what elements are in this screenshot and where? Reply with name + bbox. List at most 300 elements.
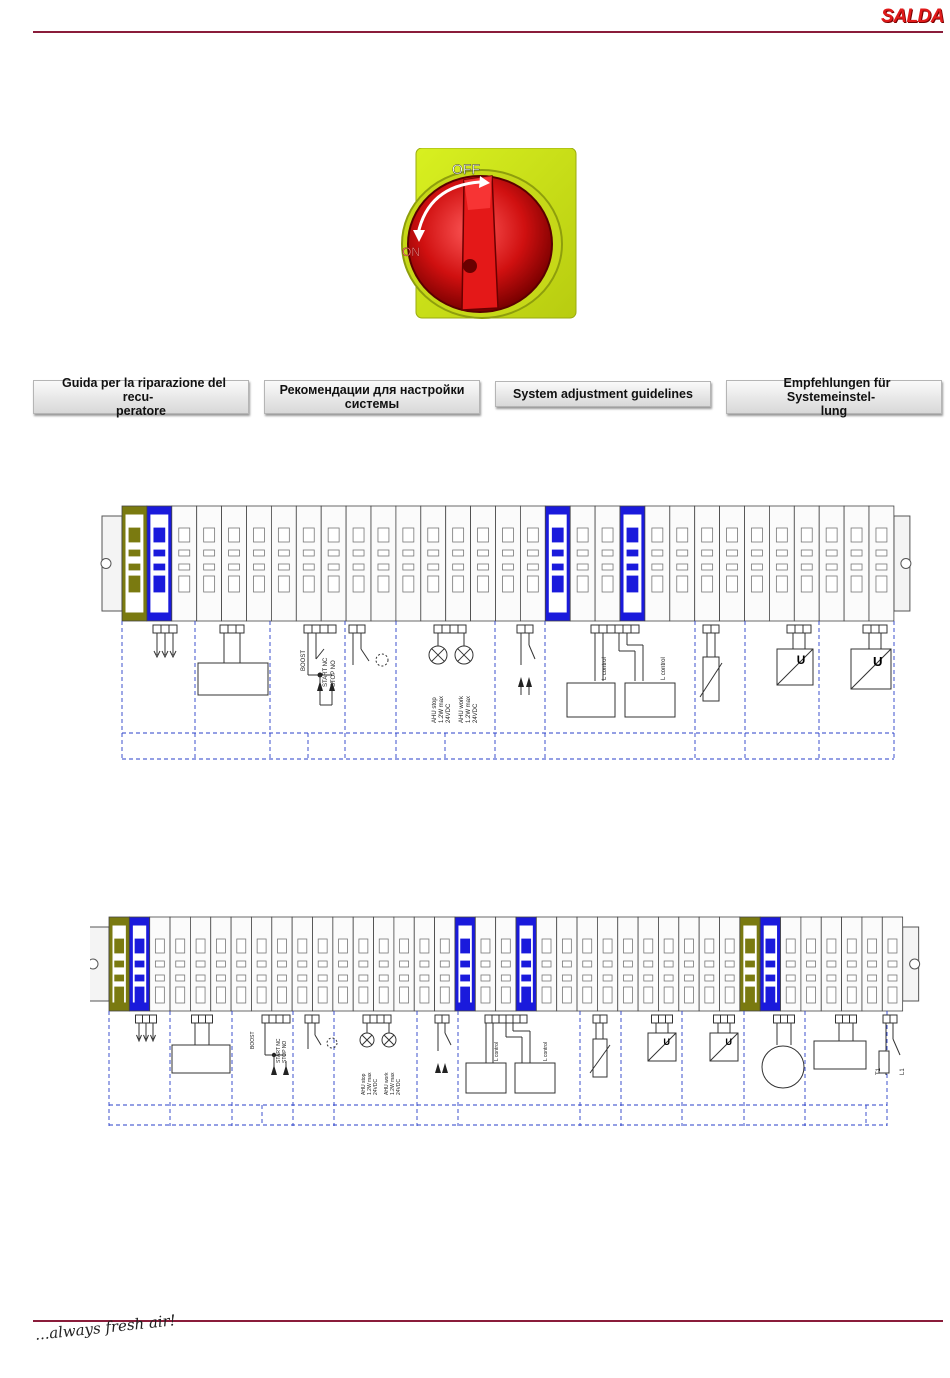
terminal-slot [827, 975, 836, 981]
terminal-block [769, 506, 794, 621]
terminal-slot [379, 939, 388, 953]
terminal-slot [277, 961, 286, 967]
terminal-slot [583, 961, 592, 967]
control-label-1: L control [494, 1042, 500, 1061]
connector-pin [269, 1015, 276, 1023]
connector-pin [377, 1015, 384, 1023]
temperature-sensor-icon [703, 657, 719, 701]
connector-pin [714, 1015, 721, 1023]
terminal-slot [807, 987, 816, 1003]
terminal-slot [478, 564, 489, 570]
terminal-slot [277, 987, 286, 1003]
terminal-slot [428, 576, 439, 592]
terminal-slot [453, 564, 464, 570]
terminal-slot [603, 961, 612, 967]
terminal-slot [522, 975, 531, 981]
terminal-slot [176, 975, 185, 981]
terminal-block [471, 506, 496, 621]
actuator-box-1 [466, 1063, 506, 1093]
connector-pin [631, 625, 639, 633]
connector-pin [499, 1015, 506, 1023]
connector-pin [795, 625, 803, 633]
arrow-up-icon [526, 677, 532, 687]
terminal-slot [801, 550, 812, 556]
terminal-slot [542, 939, 551, 953]
connector-pin [711, 625, 719, 633]
connector-pin [871, 625, 879, 633]
terminal-slot [155, 939, 164, 953]
terminal-slot [328, 550, 339, 556]
terminal-slot [253, 576, 264, 592]
connector-pin [600, 1015, 607, 1023]
terminal-slot [481, 975, 490, 981]
connector-pin [492, 1015, 499, 1023]
terminal-slot [253, 550, 264, 556]
terminal-slot [847, 987, 856, 1003]
tab-russian[interactable] [264, 380, 480, 414]
actuator-box-2 [515, 1063, 555, 1093]
terminal-block [844, 506, 869, 621]
stop-no-label: STOP NO [282, 1040, 288, 1063]
terminal-slot [583, 987, 592, 1003]
terminal-slot [705, 975, 714, 981]
terminal-slot [115, 987, 124, 1003]
connector-pin [666, 1015, 673, 1023]
terminal-slot [481, 987, 490, 1003]
terminal-slot [577, 564, 588, 570]
terminal-slot [702, 550, 713, 556]
connector-pin [728, 1015, 735, 1023]
terminal-slot [522, 987, 531, 1003]
terminal-slot [440, 975, 449, 981]
terminal-slot [257, 987, 266, 1003]
terminal-slot [440, 961, 449, 967]
terminal-slot [827, 939, 836, 953]
terminal-slot [216, 939, 225, 953]
terminal-slot [562, 987, 571, 1003]
terminal-slot [577, 576, 588, 592]
terminal-slot [403, 576, 414, 592]
connector-pin [161, 625, 169, 633]
terminal-slot [328, 564, 339, 570]
terminal-slot [328, 528, 339, 542]
terminal-slot [627, 550, 638, 556]
motor-icon [762, 1046, 804, 1088]
terminal-slot [725, 961, 734, 967]
actuator-box-2 [625, 683, 675, 717]
lamp-stop-power: 1.2W max [367, 1072, 373, 1095]
terminal-slot [826, 528, 837, 542]
terminal-slot [237, 975, 246, 981]
terminal-slot [766, 939, 775, 953]
terminal-slot [420, 975, 429, 981]
terminal-slot [440, 939, 449, 953]
connector-pin [384, 1015, 391, 1023]
external-unit-box [172, 1045, 230, 1073]
terminal-block [670, 506, 695, 621]
terminal-slot [807, 939, 816, 953]
connector-pin [328, 625, 336, 633]
connector-pin [615, 625, 623, 633]
terminal-slot [644, 939, 653, 953]
terminal-slot [603, 987, 612, 1003]
terminal-slot [478, 576, 489, 592]
terminal-slot [303, 564, 314, 570]
terminal-slot [179, 564, 190, 570]
terminal-slot [627, 576, 638, 592]
terminal-slot [807, 975, 816, 981]
terminal-slot [702, 528, 713, 542]
terminal-slot [204, 550, 215, 556]
terminal-slot [353, 564, 364, 570]
terminal-slot [751, 564, 762, 570]
terminal-slot [522, 939, 531, 953]
connector-pin [312, 1015, 319, 1023]
terminal-slot [677, 550, 688, 556]
terminal-slot [851, 564, 862, 570]
terminal-slot [603, 975, 612, 981]
terminal-slot [298, 987, 307, 1003]
terminal-slot [403, 550, 414, 556]
terminal-slot [801, 576, 812, 592]
connector-pin [370, 1015, 377, 1023]
connector-pin [607, 625, 615, 633]
terminal-slot [135, 961, 144, 967]
terminal-slot [196, 987, 205, 1003]
terminal-slot [751, 550, 762, 556]
connector-pin [513, 1015, 520, 1023]
terminal-slot [400, 987, 409, 1003]
terminal-slot [627, 564, 638, 570]
terminal-slot [318, 975, 327, 981]
actuator-box-1 [567, 683, 615, 717]
terminal-slot [176, 987, 185, 1003]
terminal-slot [257, 939, 266, 953]
salda-logo: SALDA [881, 6, 944, 27]
terminal-slot [868, 975, 877, 981]
terminal-slot [359, 975, 368, 981]
terminal-slot [705, 987, 714, 1003]
terminal-slot [502, 528, 513, 542]
tab-german-line1: Empfehlungen für Systemeinstel- [783, 376, 891, 404]
terminal-slot [522, 961, 531, 967]
terminal-slot [420, 987, 429, 1003]
l1-label: L1 [900, 1068, 906, 1075]
terminal-slot [176, 961, 185, 967]
terminal-slot [801, 564, 812, 570]
terminal-slot [552, 528, 563, 542]
terminal-slot [501, 939, 510, 953]
terminal-slot [868, 961, 877, 967]
terminal-slot [359, 961, 368, 967]
terminal-slot [229, 564, 240, 570]
terminal-slot [420, 961, 429, 967]
converter-box-2-label: U [725, 1036, 733, 1047]
terminal-slot [229, 528, 240, 542]
clamp-screw-left [90, 959, 98, 969]
terminal-slot [428, 564, 439, 570]
connector-pin [506, 1015, 513, 1023]
terminal-slot [298, 961, 307, 967]
connector-pin [304, 625, 312, 633]
terminal-slot [379, 975, 388, 981]
terminal-slot [623, 987, 632, 1003]
tab-italian-line2: peratore [115, 404, 167, 418]
terminal-slot [155, 961, 164, 967]
terminal-slot [583, 975, 592, 981]
terminal-slot [129, 528, 140, 542]
connector-pin [659, 1015, 666, 1023]
terminal-slot [328, 576, 339, 592]
tab-english[interactable] [495, 381, 711, 407]
terminal-slot [847, 939, 856, 953]
terminal-slot [204, 564, 215, 570]
terminal-slot [502, 550, 513, 556]
terminal-slot [652, 528, 663, 542]
terminal-slot [428, 528, 439, 542]
terminal-slot [378, 528, 389, 542]
connector-pin [803, 625, 811, 633]
terminal-slot [677, 564, 688, 570]
connector-pin [520, 1015, 527, 1023]
terminal-slot [776, 564, 787, 570]
terminal-slot [542, 987, 551, 1003]
terminal-slot [318, 939, 327, 953]
header-rule [33, 31, 943, 33]
terminal-slot [583, 939, 592, 953]
tab-german[interactable] [726, 376, 942, 418]
terminal-slot [644, 987, 653, 1003]
connector-pin [435, 1015, 442, 1023]
heater-box [814, 1041, 866, 1069]
terminal-block [271, 506, 296, 621]
terminal-slot [727, 528, 738, 542]
terminal-slot [154, 528, 165, 542]
terminal-slot [453, 576, 464, 592]
connector-pin [363, 1015, 370, 1023]
connector-pin [206, 1015, 213, 1023]
tab-russian-line1: Рекомендации для настройки [279, 383, 465, 397]
terminal-slot [403, 528, 414, 542]
terminal-slot [378, 550, 389, 556]
terminal-slot [888, 939, 897, 953]
terminal-slot [502, 564, 513, 570]
connector-pin [357, 625, 365, 633]
terminal-slot [876, 528, 887, 542]
terminal-slot [602, 576, 613, 592]
start-nc-label: START NC [323, 657, 329, 687]
terminal-slot [727, 576, 738, 592]
footer-slogan: ...always fresh air! [34, 1311, 177, 1344]
temperature-sensor-icon [593, 1039, 607, 1077]
terminal-slot [664, 975, 673, 981]
control-label-2: L control [661, 657, 667, 680]
connector-pin [305, 1015, 312, 1023]
terminal-slot [623, 961, 632, 967]
converter-box-1-label: U [663, 1036, 671, 1047]
terminal-slot [154, 550, 165, 556]
terminal-slot [339, 987, 348, 1003]
terminal-slot [751, 528, 762, 542]
connector-pin [787, 625, 795, 633]
terminal-slot [253, 564, 264, 570]
terminal-block [869, 506, 894, 621]
lamp-stop-label: AHU stop [361, 1073, 367, 1095]
terminal-slot [826, 564, 837, 570]
terminal-slot [644, 961, 653, 967]
terminal-block [197, 506, 222, 621]
terminal-slot [664, 961, 673, 967]
terminal-slot [453, 550, 464, 556]
terminal-slot [684, 961, 693, 967]
terminal-slot [542, 961, 551, 967]
connector-pin [199, 1015, 206, 1023]
terminal-slot [847, 961, 856, 967]
terminal-slot [602, 564, 613, 570]
wiring-diagram-1 [95, 500, 915, 765]
terminal-slot [216, 975, 225, 981]
connector-pin [320, 625, 328, 633]
terminal-slot [786, 961, 795, 967]
arrow-up-icon [435, 1063, 441, 1073]
terminal-slot [129, 550, 140, 556]
terminal-slot [776, 576, 787, 592]
terminal-slot [378, 576, 389, 592]
terminal-block [222, 506, 247, 621]
terminal-slot [237, 939, 246, 953]
tab-italian-line1: Guida per la riparazione del recu- [62, 376, 226, 404]
terminal-slot [461, 961, 470, 967]
alarm-contact-icon [376, 654, 388, 666]
terminal-slot [115, 961, 124, 967]
terminal-slot [420, 939, 429, 953]
terminal-slot [359, 939, 368, 953]
arrow-up-icon [442, 1063, 448, 1073]
connector-pin [220, 625, 228, 633]
terminal-slot [298, 939, 307, 953]
terminal-slot [727, 550, 738, 556]
boost-label: BOOST [301, 649, 307, 671]
terminal-slot [135, 939, 144, 953]
terminal-block [595, 506, 620, 621]
terminal-slot [339, 961, 348, 967]
terminal-slot [552, 550, 563, 556]
terminal-slot [154, 576, 165, 592]
terminal-slot [135, 975, 144, 981]
terminal-slot [684, 975, 693, 981]
terminal-slot [229, 576, 240, 592]
terminal-slot [501, 987, 510, 1003]
terminal-slot [277, 975, 286, 981]
terminal-slot [725, 939, 734, 953]
start-nc-label: START NC [276, 1038, 282, 1063]
connector-pin [312, 625, 320, 633]
terminal-slot [746, 975, 755, 981]
clamp-screw-right [901, 559, 911, 569]
terminal-slot [216, 961, 225, 967]
terminal-slot [204, 528, 215, 542]
terminal-slot [461, 987, 470, 1003]
terminal-slot [652, 550, 663, 556]
terminal-slot [400, 975, 409, 981]
converter-box-1-label: U [796, 653, 806, 668]
terminal-slot [552, 576, 563, 592]
terminal-slot [461, 939, 470, 953]
terminal-slot [378, 564, 389, 570]
terminal-slot [115, 939, 124, 953]
lamp-work-voltage: 24VDC [473, 703, 479, 723]
terminal-slot [403, 564, 414, 570]
terminal-slot [826, 576, 837, 592]
terminal-slot [664, 939, 673, 953]
terminal-slot [766, 987, 775, 1003]
terminal-block [321, 506, 346, 621]
connector-pin [143, 1015, 150, 1023]
terminal-slot [542, 975, 551, 981]
terminal-slot [827, 987, 836, 1003]
connector-pin [843, 1015, 850, 1023]
terminal-slot [876, 550, 887, 556]
terminal-slot [179, 550, 190, 556]
terminal-slot [359, 987, 368, 1003]
connector-pin [283, 1015, 290, 1023]
terminal-slot [179, 576, 190, 592]
wiring-diagram-2 [90, 912, 925, 1130]
connector-pin [774, 1015, 781, 1023]
terminal-slot [746, 987, 755, 1003]
terminal-slot [727, 564, 738, 570]
terminal-slot [257, 961, 266, 967]
connector-pin [591, 625, 599, 633]
connector-pin [883, 1015, 890, 1023]
terminal-slot [318, 987, 327, 1003]
terminal-slot [786, 939, 795, 953]
connector-pin [458, 625, 466, 633]
language-tabs [33, 376, 943, 418]
terminal-block [296, 506, 321, 621]
terminal-slot [562, 939, 571, 953]
terminal-slot [868, 939, 877, 953]
arrow-up-icon [518, 677, 524, 687]
terminal-slot [725, 975, 734, 981]
connector-pin [599, 625, 607, 633]
tab-italian[interactable] [33, 376, 249, 418]
terminal-slot [298, 975, 307, 981]
terminal-slot [868, 987, 877, 1003]
terminal-slot [527, 550, 538, 556]
terminal-slot [303, 576, 314, 592]
terminal-block [421, 506, 446, 621]
terminal-slot [155, 987, 164, 1003]
terminal-slot [179, 528, 190, 542]
connector-pin [228, 625, 236, 633]
terminal-block [172, 506, 197, 621]
tab-russian-line2: системы [344, 397, 400, 411]
terminal-slot [196, 975, 205, 981]
terminal-slot [602, 550, 613, 556]
terminal-slot [652, 576, 663, 592]
terminal-slot [339, 939, 348, 953]
terminal-slot [237, 987, 246, 1003]
terminal-slot [746, 939, 755, 953]
terminal-slot [229, 550, 240, 556]
terminal-block [720, 506, 745, 621]
terminal-slot [826, 550, 837, 556]
lamp-work-label: AHU work [459, 695, 465, 723]
connector-pin [485, 1015, 492, 1023]
terminal-slot [278, 564, 289, 570]
lamp-work-voltage: 24VDC [396, 1078, 402, 1095]
